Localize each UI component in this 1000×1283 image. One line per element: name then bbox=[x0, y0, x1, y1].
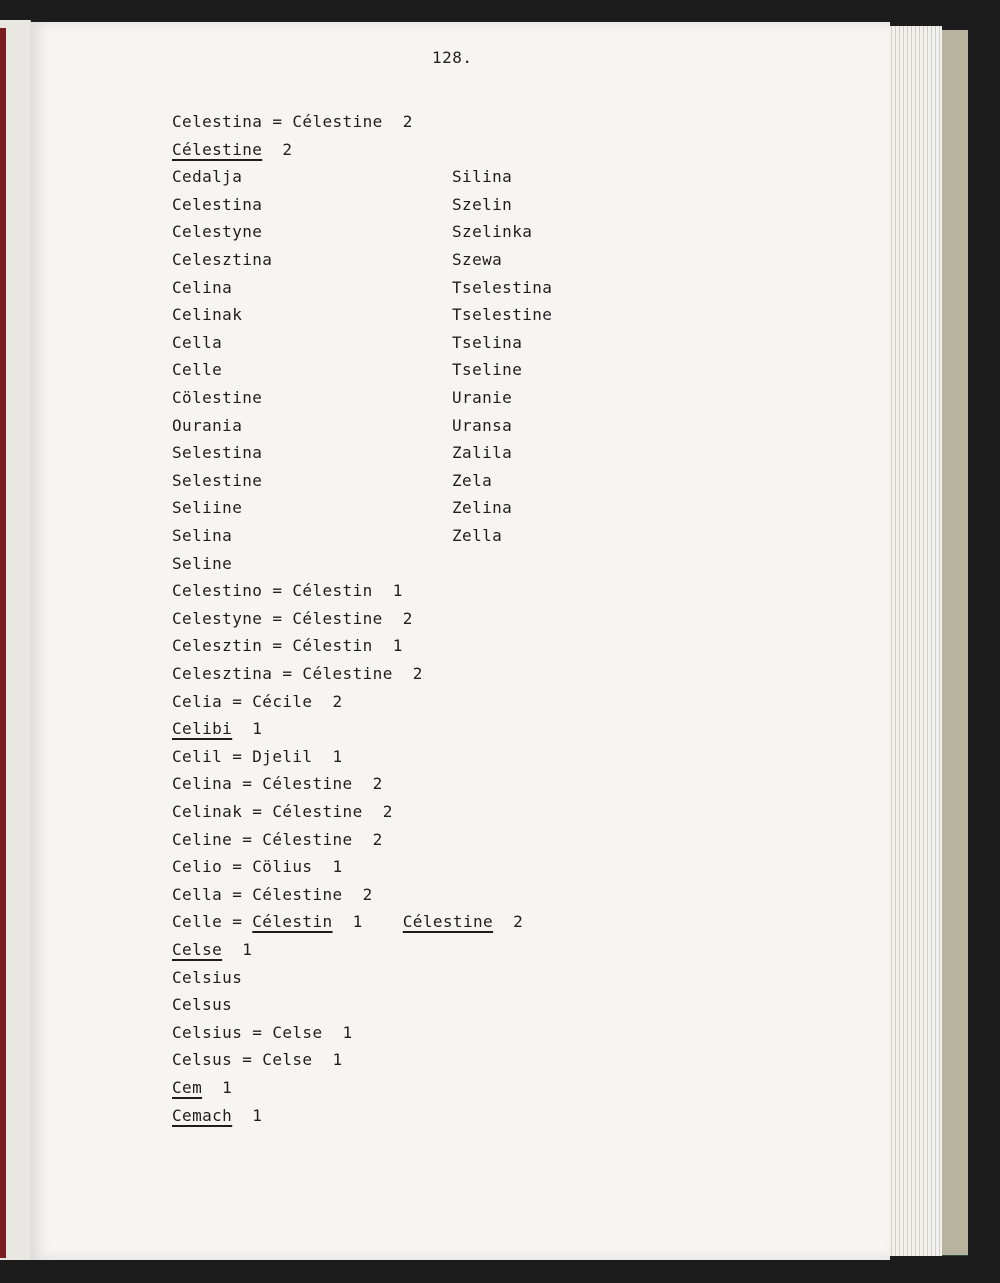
entry-text: Celestino = Célestin 1 bbox=[172, 581, 403, 601]
entry-text: Celsus = Celse 1 bbox=[172, 1050, 343, 1070]
variant-item: Szelinka bbox=[452, 222, 533, 242]
entry-line bbox=[172, 305, 242, 325]
variant-item: Zelina bbox=[452, 498, 513, 518]
entry-line bbox=[172, 719, 262, 739]
variant-item: Szelin bbox=[452, 194, 513, 214]
entry-text: Seliine bbox=[172, 498, 243, 518]
entry-line bbox=[172, 830, 383, 850]
entry-text: Celestyne = Célestine 2 bbox=[172, 608, 413, 628]
entry-text: 2 bbox=[262, 139, 293, 159]
entry-line bbox=[172, 443, 262, 463]
book-spine bbox=[938, 30, 968, 1255]
variant-item: Uransa bbox=[452, 415, 513, 435]
entry-text: Celesztina = Célestine 2 bbox=[172, 664, 423, 683]
entry-line bbox=[172, 250, 272, 270]
entry-text: Celestina bbox=[172, 194, 263, 214]
entry-text: Celsus bbox=[172, 995, 233, 1015]
entry-line bbox=[172, 140, 292, 160]
entry-text: Celle = bbox=[172, 912, 253, 932]
entry-line bbox=[172, 636, 403, 656]
entry-text: 1 bbox=[232, 719, 263, 739]
entry-text: Celsius bbox=[172, 967, 243, 987]
entry-line bbox=[172, 747, 343, 767]
entry-line bbox=[172, 1078, 232, 1098]
underlined-name: Cemach bbox=[172, 1105, 233, 1125]
entry-text: Cella = Célestine 2 bbox=[172, 884, 373, 904]
entry-line bbox=[172, 471, 262, 491]
entry-line bbox=[172, 278, 232, 298]
entry-line bbox=[172, 1050, 343, 1070]
entry-text: Cedalja bbox=[172, 167, 243, 187]
underlined-name: Celse bbox=[172, 940, 223, 959]
underlined-name: Célestin bbox=[252, 912, 333, 932]
entry-text: Celsius = Celse 1 bbox=[172, 1022, 353, 1042]
entry-text: Celil = Djelil 1 bbox=[172, 746, 343, 766]
variant-item: Zela bbox=[452, 470, 493, 490]
entry-text: Cölestine bbox=[172, 388, 263, 407]
underlined-name: Celibi bbox=[172, 719, 233, 739]
underlined-name: Célestine bbox=[172, 139, 263, 159]
entry-text: Ourania bbox=[172, 415, 243, 435]
page-number: 128. bbox=[432, 48, 473, 67]
entry-text: Selina bbox=[172, 526, 233, 545]
entry-line bbox=[172, 857, 343, 877]
entry-line bbox=[172, 581, 403, 601]
entry-text: Seline bbox=[172, 553, 233, 573]
entry-text: Celio = Cölius 1 bbox=[172, 857, 343, 877]
variant-item: Tseline bbox=[452, 360, 523, 380]
entry-line bbox=[172, 167, 242, 187]
entry-text: Celesztin = Célestin 1 bbox=[172, 636, 403, 656]
entry-line bbox=[172, 195, 262, 215]
entry-line bbox=[172, 222, 262, 242]
variant-item: Tselestine bbox=[452, 305, 553, 325]
entry-text: Celesztina bbox=[172, 250, 273, 269]
entry-text: Celina = Célestine 2 bbox=[172, 774, 383, 794]
entry-text: Selestina bbox=[172, 443, 263, 463]
variant-item: Zella bbox=[452, 526, 503, 545]
entry-line bbox=[172, 609, 413, 629]
entry-line bbox=[172, 1106, 262, 1126]
entry-text: 1 bbox=[222, 940, 253, 959]
entry-line bbox=[172, 995, 232, 1015]
entry-text: 1 bbox=[332, 912, 403, 932]
entry-line bbox=[172, 526, 232, 546]
underlined-name: Célestine bbox=[402, 912, 494, 932]
entry-text: Celine = Célestine 2 bbox=[172, 829, 383, 849]
variant-item: Zalila bbox=[452, 443, 513, 463]
entry-line bbox=[172, 498, 242, 518]
entry-text: Celia = Cécile 2 bbox=[172, 691, 343, 711]
entry-text: Celle bbox=[172, 360, 223, 380]
variant-item: Uranie bbox=[452, 388, 513, 407]
underlined-name: Cem bbox=[172, 1078, 203, 1097]
entry-line bbox=[172, 416, 242, 436]
entry-line bbox=[172, 774, 383, 794]
entry-line bbox=[172, 664, 423, 684]
entry-line bbox=[172, 388, 262, 408]
entry-text: Celinak bbox=[172, 305, 243, 325]
entry-text: 1 bbox=[232, 1105, 263, 1125]
entry-text: 1 bbox=[202, 1078, 233, 1097]
entry-text: Celestina = Célestine 2 bbox=[172, 112, 413, 131]
entry-line bbox=[172, 112, 413, 132]
variant-item: Tselestina bbox=[452, 277, 553, 297]
entry-text: Selestine bbox=[172, 470, 263, 490]
entry-line bbox=[172, 802, 393, 822]
entry-line bbox=[172, 968, 242, 988]
book-cover-left bbox=[0, 28, 6, 1258]
entry-line bbox=[172, 360, 222, 380]
entry-text: Celinak = Célestine 2 bbox=[172, 802, 393, 821]
entry-text: 2 bbox=[493, 912, 524, 932]
variant-item: Silina bbox=[452, 167, 513, 187]
entry-line bbox=[172, 692, 343, 712]
variant-item: Tselina bbox=[452, 332, 523, 352]
entry-line bbox=[172, 1023, 353, 1043]
entry-line bbox=[172, 885, 373, 905]
entry-text: Celina bbox=[172, 277, 233, 297]
entry-text: Cella bbox=[172, 332, 223, 352]
entry-line bbox=[172, 940, 252, 960]
entry-text: Celestyne bbox=[172, 222, 263, 242]
entry-line bbox=[172, 333, 222, 353]
variant-item: Szewa bbox=[452, 250, 503, 269]
entry-line bbox=[172, 554, 232, 574]
entry-line bbox=[172, 912, 523, 932]
